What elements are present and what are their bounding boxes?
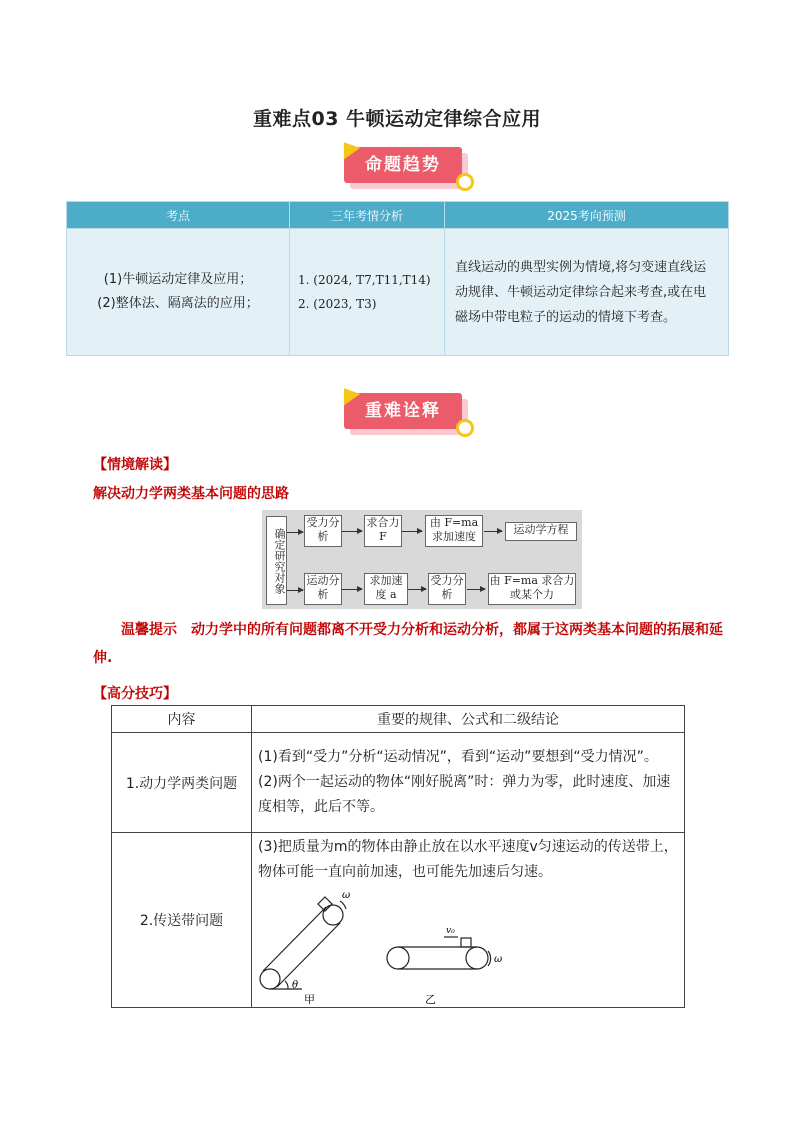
rule-text: (3)把质量为m的物体由静止放在以水平速度v匀速运动的传送带上，物体可能一直向前加速，也可能先加速后匀速。 (258, 839, 678, 880)
flow-box: 由 F=ma 求加速度 (425, 515, 483, 547)
analysis-line: 2. (2023, T3) (298, 297, 377, 311)
skill-table (111, 705, 685, 1008)
flow-box: 受力分析 (428, 573, 466, 605)
section-heading-context: 【情境解读】 (93, 457, 177, 473)
figure-label-right: 乙 (425, 993, 436, 1005)
flow-box: 运动学方程 (505, 522, 577, 541)
skill-row-label: 1.动力学两类问题 (112, 733, 252, 833)
skill-row-text (252, 733, 685, 833)
skill-header-rules: 重要的规律、公式和二级结论 (252, 706, 685, 733)
analysis-line: 1. (2024, T7,T11,T14) (298, 273, 431, 287)
topic-line: (2)整体法、隔离法的应用； (97, 296, 259, 311)
velocity-label: v₀ (446, 926, 455, 936)
rule-text: (1)看到“受力”分析“运动情况”，看到“运动”要想到“受力情况”。 (258, 749, 658, 765)
ring-icon (456, 419, 474, 437)
skill-header-content: 内容 (112, 706, 252, 733)
trend-forecast-cell: 直线运动的典型实例为情境,将匀变速直线运动规律、牛顿运动定律综合起来考查,或在电磁场中带电粒子的运动的情境下考查。 (445, 229, 729, 356)
trend-header-analysis: 三年考情分析 (290, 202, 445, 229)
flow-box: 求加速度 a (364, 573, 408, 605)
tip-paragraph: 温馨提示 动力学中的所有问题都离不开受力分析和运动分析，都属于这两类基本问题的拓展和延伸. (93, 622, 723, 666)
conveyor-figure (258, 887, 678, 1005)
flow-box: 由 F=ma 求合力或某个力 (488, 573, 576, 605)
omega-label: ω (494, 954, 503, 965)
flow-start-box: 确定研究对象 (266, 516, 287, 605)
rule-text: (2)两个一起运动的物体“刚好脱离”时：弹力为零，此时速度、加速度相等，此后不等。 (258, 774, 671, 815)
omega-label: ω (342, 890, 351, 901)
banner-trend (344, 147, 468, 189)
skill-row-label: 2.传送带问题 (112, 833, 252, 1008)
theta-label: θ (292, 980, 299, 991)
trend-header-forecast: 2025考向预测 (445, 202, 729, 229)
trend-topic-cell (67, 229, 290, 356)
flow-box: 受力分析 (304, 515, 342, 547)
flow-box: 运动分析 (304, 573, 342, 605)
skill-row-text (252, 833, 685, 1008)
banner-explain-label: 重难诠释 (344, 393, 462, 429)
section-subheading: 解决动力学两类基本问题的思路 (93, 486, 289, 502)
section-heading-skills: 【高分技巧】 (93, 686, 177, 702)
trend-analysis-cell (290, 229, 445, 356)
trend-header-topic: 考点 (67, 202, 290, 229)
banner-trend-label: 命题趋势 (344, 147, 462, 183)
flowchart (262, 510, 582, 609)
figure-label-left: 甲 (304, 993, 315, 1005)
banner-explain (344, 393, 468, 435)
topic-line: (1)牛顿运动定律及应用； (103, 272, 253, 287)
ring-icon (456, 173, 474, 191)
document-title: 重难点03 牛顿运动定律综合应用 (252, 108, 542, 130)
trend-table (66, 201, 729, 356)
flow-box: 求合力 F (364, 515, 402, 547)
